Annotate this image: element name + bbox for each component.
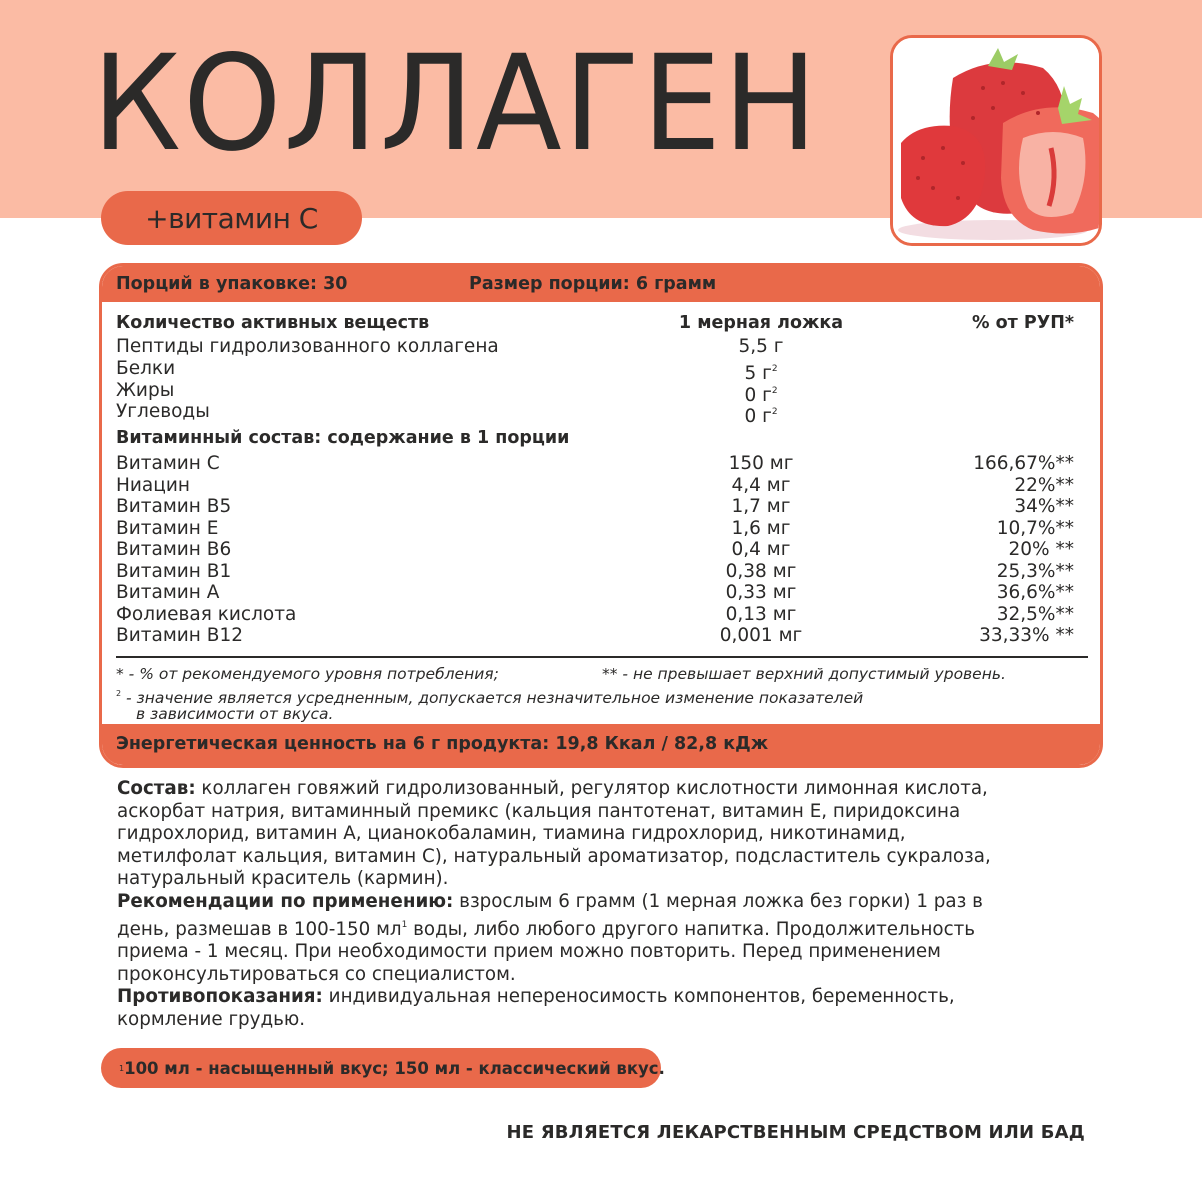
energy-bar [102, 724, 1100, 765]
column-header-name: Количество активных веществ [116, 313, 430, 333]
product-title: КОЛЛАГЕН [92, 27, 820, 181]
table-row: Витамин В5 1,7 мг 34%** [116, 496, 1074, 517]
footnote-star: * - % от рекомендуемого уровня потребления; [116, 665, 499, 683]
table-row: Ниацин 4,4 мг 22%** [116, 475, 1074, 496]
row-qty: 5,5 г [738, 336, 784, 357]
table-row: Витамин В12 0,001 мг 33,33% ** [116, 625, 1074, 646]
table-row [116, 380, 1088, 406]
table-row: Витамин В1 0,38 мг 25,3%** [116, 561, 1074, 582]
table-row: Витамин Е 1,6 мг 10,7%** [116, 518, 1074, 539]
footnote-double-star: ** - не превышает верхний допустимый уровень. [602, 665, 1006, 683]
row-name: Белки [116, 358, 176, 379]
row-name: Жиры [116, 380, 175, 401]
description-block: Состав: коллаген говяжий гидролизованный, регулятор кислотности лимонная кислота, аскорбат натрия, витаминный премикс (кальция пантотенат, витамин Е, пиридоксина гидрохлорид, витамин А, цианокобаламин, тиамина гидрохлорид, никотинамид, метилфолат кальция, витамин С), натуральный ароматизатор, подсластитель сукралоза, натуральный краситель (кармин). Рекомендации по применению: взрослым 6 грамм (1 мерная ложка без горки) 1 раз в день, размешав в 100-150 $мл^1$ воды, либо любого другого напитка. Продолжительность приема - 1 месяц. При необходимости прием можно повторить. Перед применением проконсультироваться со специалистом. Противопоказания: индивидуальная непереносимость компонентов, беременность, кормление грудью. [117, 778, 1077, 1032]
flavor-note-badge: 1 100 мл - насыщенный вкус; 150 мл - классический вкус. [101, 1048, 661, 1088]
strawberries-photo [890, 35, 1102, 246]
subtitle-badge: +витамин С [101, 191, 362, 245]
table-row: Витамин А 0,33 мг 36,6%** [116, 582, 1074, 603]
table-header [116, 312, 1088, 334]
table-row: Витамин В6 0,4 мг 20% ** [116, 539, 1074, 560]
serving-size: Размер порции: 6 грамм [469, 274, 717, 294]
column-header-qty: 1 мерная ложка [678, 313, 844, 333]
nutrition-panel [99, 263, 1103, 768]
contraindications: Противопоказания: индивидуальная непереносимость компонентов, беременность, [117, 986, 955, 1008]
footnote-averaged-cont: в зависимости от вкуса. [136, 705, 334, 723]
usage: Рекомендации по применению: взрослым 6 грамм (1 мерная ложка без горки) 1 раз в [117, 890, 983, 912]
table-row: Витамин С 150 мг 166,67%** [116, 453, 1074, 474]
table-row [116, 358, 1088, 384]
divider [116, 656, 1088, 658]
composition: Состав: коллаген говяжий гидролизованный, регулятор кислотности лимонная кислота, [117, 778, 988, 799]
table-row [116, 336, 1088, 358]
footnote-averaged: $^2$ - значение является усредненным, допускается незначительное изменение показателей [116, 689, 864, 707]
row-qty: 5 $г^2$ [744, 363, 778, 384]
panel-header [102, 266, 1100, 302]
energy-value: Энергетическая ценность на 6 г продукта: 19,8 Ккал / 82,8 кДж [116, 734, 769, 754]
row-name: Пептиды гидролизованного коллагена [116, 336, 499, 357]
disclaimer: НЕ ЯВЛЯЕТСЯ ЛЕКАРСТВЕННЫМ СРЕДСТВОМ ИЛИ БАД [506, 1122, 1085, 1143]
servings-count: Порций в упаковке: 30 [116, 274, 348, 294]
table-row [116, 401, 1088, 427]
row-qty: 0 $г^2$ [744, 406, 778, 427]
strawberry-icon [893, 38, 1099, 243]
row-name: Углеводы [116, 401, 210, 422]
row-qty: 0 $г^2$ [744, 385, 778, 406]
column-header-pct: % от РУП* [971, 313, 1074, 333]
vitamins-heading: Витаминный состав: содержание в 1 порции [116, 428, 570, 448]
table-row: Фолиевая кислота 0,13 мг 32,5%** [116, 604, 1074, 625]
